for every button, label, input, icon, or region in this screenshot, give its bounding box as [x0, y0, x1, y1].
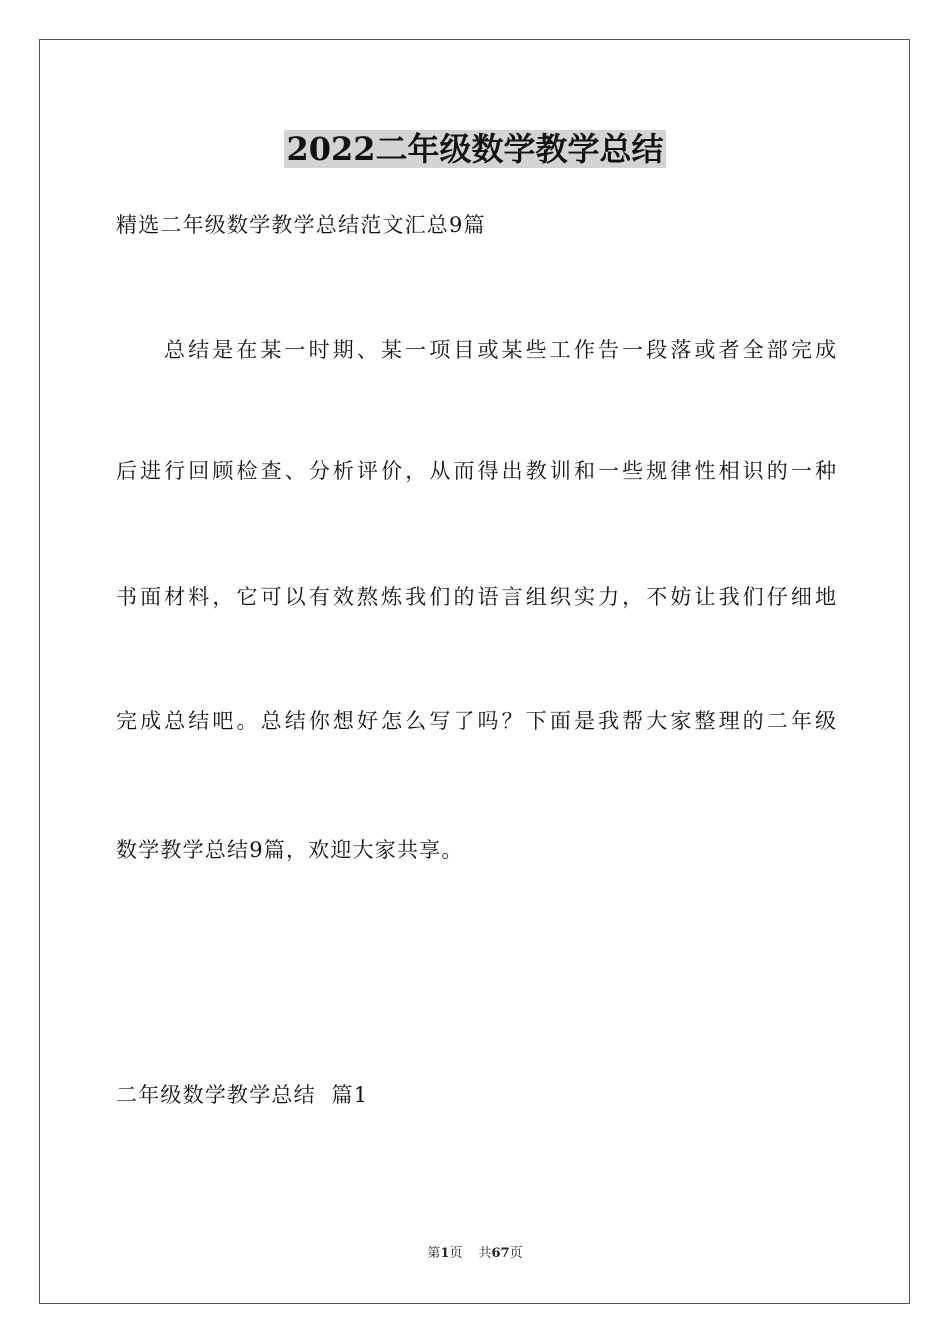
footer-total-suffix: 页	[509, 1246, 523, 1261]
footer-total-pages: 67	[491, 1246, 510, 1261]
document-subtitle: 精选二年级数学教学总结范文汇总9篇	[116, 213, 486, 237]
intro-line-5: 数学教学总结9篇，欢迎大家共享。	[116, 838, 464, 862]
document-title-text: 2022二年级数学教学总结	[286, 130, 664, 168]
intro-line-4: 完成总结吧。总结你想好怎么写了吗？下面是我帮大家整理的二年级	[116, 709, 836, 733]
intro-line-3: 书面材料，它可以有效熬炼我们的语言组织实力，不妨让我们仔细地	[116, 585, 836, 609]
intro-line-1: 总结是在某一时期、某一项目或某些工作告一段落或者全部完成	[164, 338, 836, 362]
footer-page-suffix: 页	[449, 1246, 463, 1261]
document-title	[0, 127, 950, 171]
footer-total-prefix: 共	[478, 1246, 492, 1261]
footer-page-prefix: 第	[427, 1246, 441, 1261]
page-footer	[0, 1245, 950, 1263]
intro-line-2: 后进行回顾检查、分析评价，从而得出教训和一些规律性相识的一种	[116, 459, 836, 483]
footer-page-number: 1	[440, 1246, 450, 1261]
section-heading: 二年级数学教学总结 篇1	[116, 1083, 369, 1107]
